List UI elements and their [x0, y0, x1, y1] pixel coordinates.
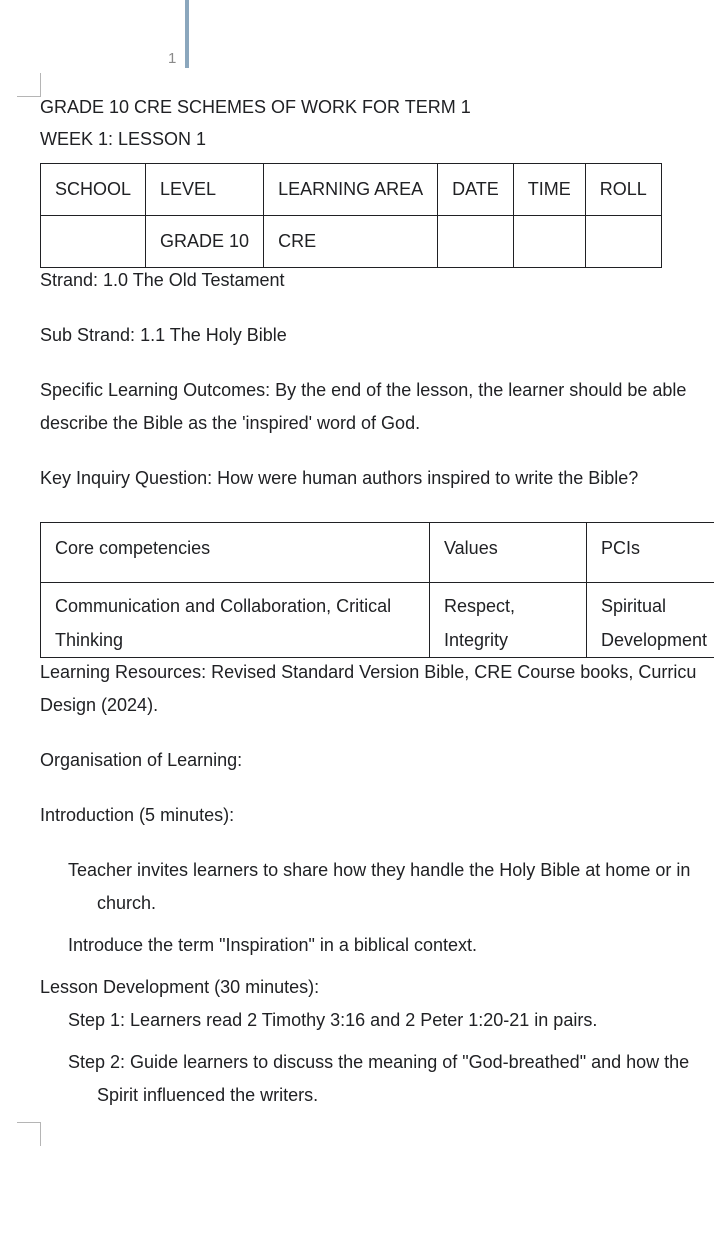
document-title: GRADE 10 CRE SCHEMES OF WORK FOR TERM 1 — [40, 97, 471, 117]
cell-roll[interactable] — [585, 216, 661, 268]
table-row — [41, 216, 662, 268]
page-number: 1 — [168, 50, 177, 67]
lesson-info-table — [40, 163, 662, 268]
intro-item-1-line-2: church. — [97, 893, 157, 913]
header-values: Values — [430, 523, 587, 583]
cell-date[interactable] — [438, 216, 514, 268]
cell-line: Thinking — [55, 630, 124, 650]
cell-school[interactable] — [41, 216, 146, 268]
organisation-heading: Organisation of Learning: — [40, 750, 243, 770]
step-1: Step 1: Learners read 2 Timothy 3:16 and 2 Peter 1:20-21 in pairs. — [68, 1010, 598, 1030]
resources-line-2: Design (2024). — [40, 695, 159, 715]
header-roll: ROLL — [585, 164, 661, 216]
step-2-line-1: Step 2: Guide learners to discuss the meaning of "God-breathed" and how the — [68, 1052, 690, 1072]
outcomes-line-1: Specific Learning Outcomes: By the end of the lesson, the learner should be able — [40, 380, 687, 400]
table-header-row — [41, 523, 714, 583]
cell-core-competencies[interactable] — [41, 583, 430, 658]
cell-values[interactable] — [430, 583, 587, 658]
intro-item-1-line-1: Teacher invites learners to share how they handle the Holy Bible at home or in — [68, 860, 691, 880]
ruler-margin-indicator — [185, 0, 189, 68]
cell-line: Spiritual — [601, 596, 667, 616]
cell-learning-area[interactable]: CRE — [264, 216, 438, 268]
cell-time[interactable] — [513, 216, 585, 268]
header-time: TIME — [513, 164, 585, 216]
sub-strand-text: Sub Strand: 1.1 The Holy Bible — [40, 325, 287, 345]
header-learning-area: LEARNING AREA — [264, 164, 438, 216]
table-header-row — [41, 164, 662, 216]
introduction-heading: Introduction (5 minutes): — [40, 805, 235, 825]
cell-pcis[interactable] — [587, 583, 714, 658]
strand-text: Strand: 1.0 The Old Testament — [40, 270, 285, 290]
table-row — [41, 583, 714, 658]
cell-line: Communication and Collaboration, Critical — [55, 596, 392, 616]
step-2-line-2: Spirit influenced the writers. — [97, 1085, 319, 1105]
cell-line: Respect, — [444, 596, 516, 616]
header-core-competencies: Core competencies — [41, 523, 430, 583]
outcomes-line-2: describe the Bible as the 'inspired' word of God. — [40, 413, 421, 433]
week-heading: WEEK 1: LESSON 1 — [40, 129, 207, 149]
margin-corner-top-left — [17, 96, 40, 97]
header-pcis: PCIs — [587, 523, 714, 583]
competencies-table — [40, 522, 714, 658]
margin-corner-bottom-left — [17, 1122, 40, 1123]
header-level: LEVEL — [146, 164, 264, 216]
header-school: SCHOOL — [41, 164, 146, 216]
cell-level[interactable]: GRADE 10 — [146, 216, 264, 268]
header-date: DATE — [438, 164, 514, 216]
cell-line: Development — [601, 630, 708, 650]
resources-line-1: Learning Resources: Revised Standard Version Bible, CRE Course books, Curricu — [40, 662, 697, 682]
intro-item-2: Introduce the term "Inspiration" in a biblical context. — [68, 935, 477, 955]
margin-corner-bottom-left-vertical — [40, 1122, 41, 1146]
inquiry-question: Key Inquiry Question: How were human authors inspired to write the Bible? — [40, 468, 639, 488]
cell-line: Integrity — [444, 630, 509, 650]
lesson-development-heading: Lesson Development (30 minutes): — [40, 977, 320, 997]
